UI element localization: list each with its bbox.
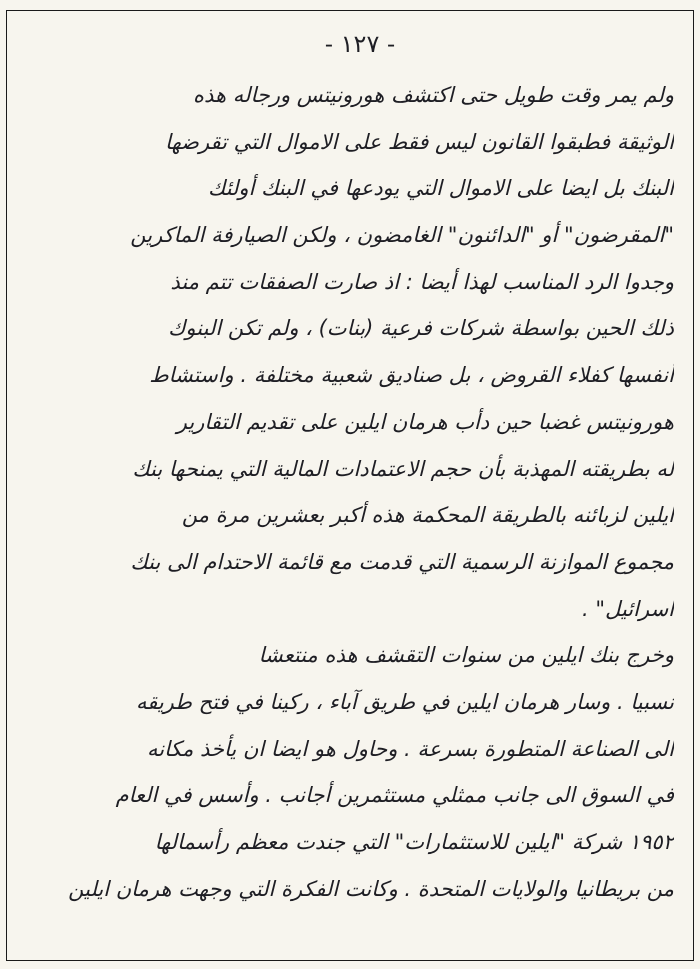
text-line: وخرج بنك ايلين من سنوات التقشف هذه منتعشا xyxy=(258,643,674,668)
text-line: ايلين لزبائنه بالطريقة المحكمة هذه أكبر بعشرين مرة من xyxy=(181,503,674,528)
page-number: - ١٢٧ - xyxy=(324,30,396,58)
handwritten-text-body xyxy=(22,72,674,912)
text-line: له بطريقته المهذبة بأن حجم الاعتمادات المالية التي يمنحها بنك xyxy=(132,456,674,481)
text-line: في السوق الى جانب ممثلي مستثمرين أجانب . وأسس في العام xyxy=(115,783,674,808)
text-line: من بريطانيا والولايات المتحدة . وكانت الفكرة التي وجهت هرمان ايلين xyxy=(68,876,674,901)
text-line: اسرائيل" . xyxy=(582,596,674,621)
text-line: البنك بل ايضا على الاموال التي يودعها في البنك أولئك xyxy=(208,176,674,201)
text-line: الى الصناعة المتطورة بسرعة . وحاول هو ايضا ان يأخذ مكانه xyxy=(147,736,674,761)
text-line: ولم يمر وقت طويل حتى اكتشف هورونيتس ورجاله هذه xyxy=(193,83,674,107)
text-line: ذلك الحين بواسطة شركات فرعية (بنات) ، ولم تكن البنوك xyxy=(168,316,674,341)
text-line: وجدوا الرد المناسب لهذا أيضا : اذ صارت الصفقات تتم منذ xyxy=(170,269,674,294)
text-line: أنفسها كفلاء القروض ، بل صناديق شعبية مختلفة . واستشاط xyxy=(149,363,674,388)
text-line: نسبيا . وسار هرمان ايلين في طريق آباء ، ركينا في فتح طريقه xyxy=(135,689,674,714)
text-line: هورونيتس غضبا حين دأب هرمان ايلين على تقديم التقارير xyxy=(176,409,674,434)
text-line: "المقرضون" أو "الدائنون" الغامضون ، ولكن الصيارفة الماكرين xyxy=(130,223,674,248)
text-line: مجموع الموازنة الرسمية التي قدمت مع قائمة الاحتدام الى بنك xyxy=(130,549,674,574)
text-line: ١٩٥٢ شركة "ايلين للاستثمارات" التي جندت معظم رأسمالها xyxy=(154,830,674,854)
text-line: الوثيقة فطبقوا القانون ليس فقط على الاموال التي تقرضها xyxy=(165,129,674,154)
